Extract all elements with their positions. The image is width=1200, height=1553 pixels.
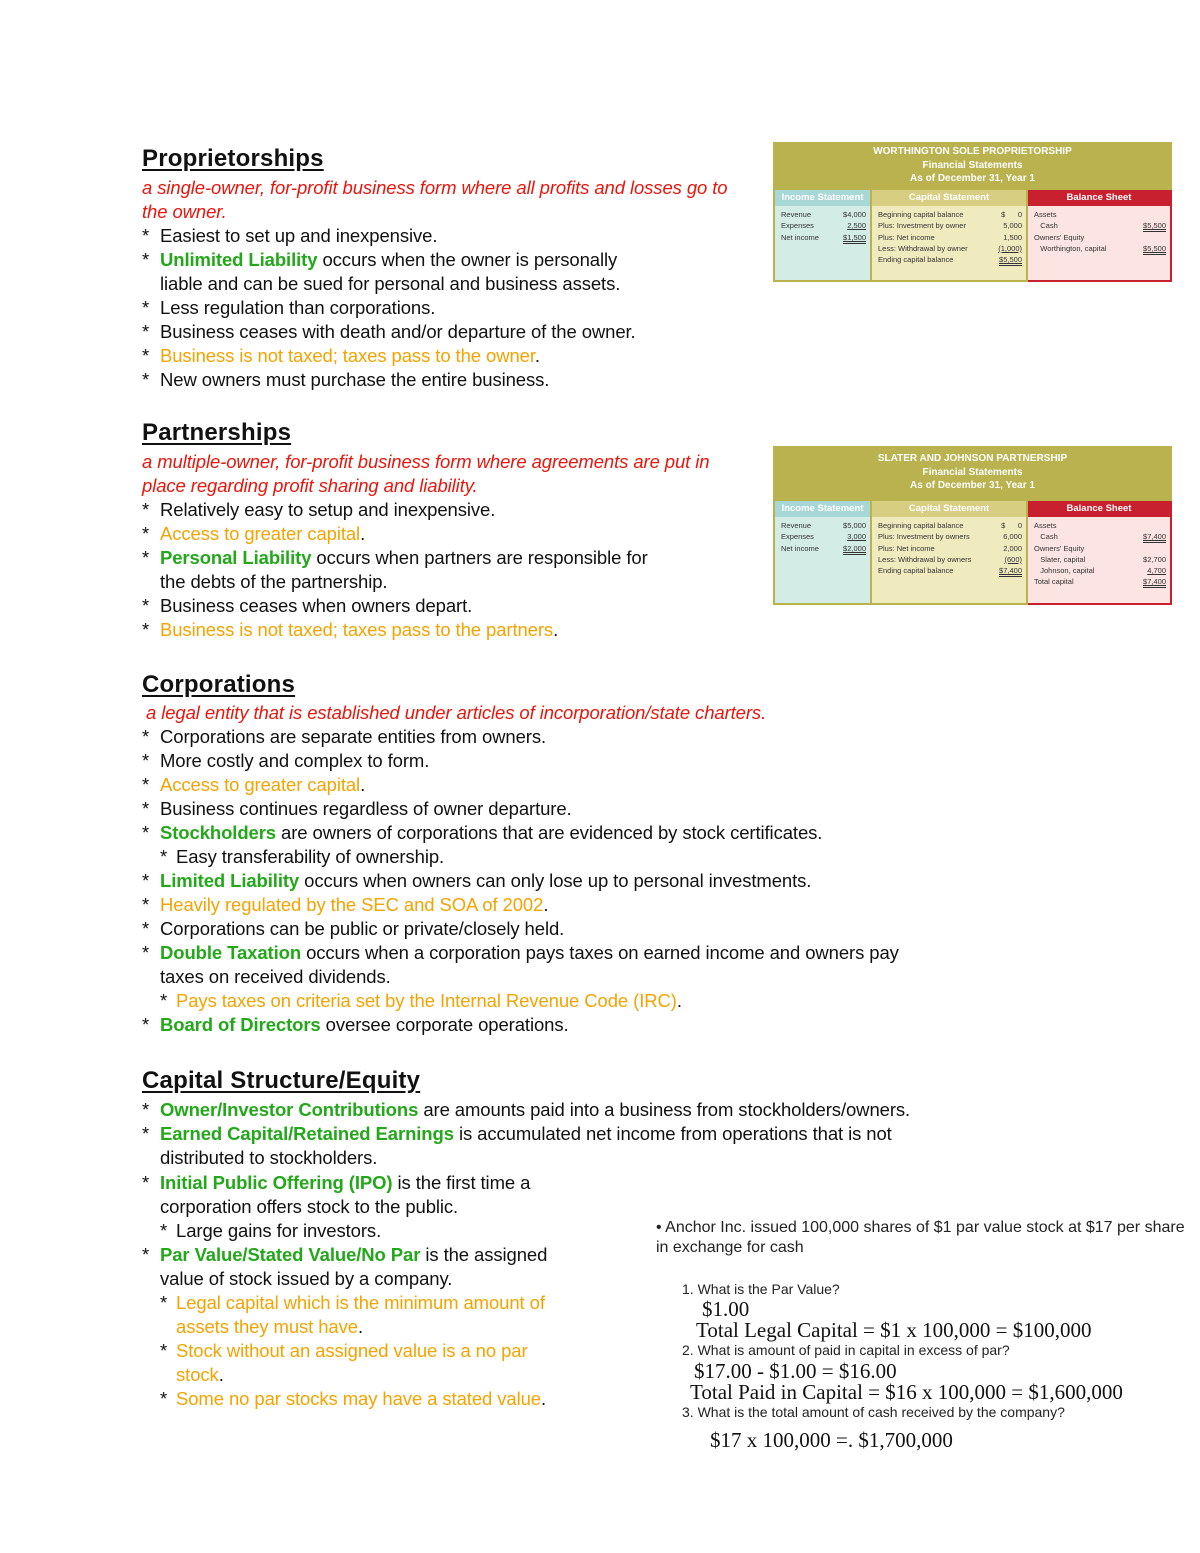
capital-statement: Capital Statement Beginning capital balance $ 0 Plus: Investment by owners 6,000 Plus: Net income 2,000 Less: Withdrawal by owners (600) Ending capital balance $7,400	[870, 501, 1028, 605]
row-label: Plus: Investment by owner	[878, 221, 966, 231]
bullet-continuation: liable and can be sued for personal and business assets.	[160, 273, 621, 294]
row-value: 2,000	[1003, 543, 1022, 553]
bullet-continuation: corporation offers stock to the public.	[160, 1196, 459, 1217]
row-label: Johnson, capital	[1034, 566, 1095, 576]
statement-row	[878, 565, 1022, 576]
row-value: 6,000	[1003, 532, 1022, 542]
partnerships-heading: Partnerships	[142, 419, 292, 446]
bullet: * Business ceases when owners depart.	[142, 594, 742, 618]
bullet-continuation: value of stock issued by a company.	[160, 1268, 453, 1289]
bullet: * New owners must purchase the entire business.	[142, 368, 742, 392]
worthington-financial-statements	[773, 142, 1172, 282]
statement-row	[1034, 209, 1166, 220]
row-label: Net income	[781, 543, 819, 553]
question-2: 2. What is amount of paid in capital in excess of par?	[682, 1342, 1010, 1358]
statement-row	[878, 554, 1022, 565]
row-value: 3,000	[847, 532, 866, 542]
statement-row	[781, 520, 866, 531]
bullet: * Business continues regardless of owner departure.	[142, 797, 1072, 821]
statement-row	[781, 232, 866, 243]
row-value: $5,000	[843, 521, 866, 530]
row-label: Revenue	[781, 210, 812, 219]
statement-row	[1034, 232, 1166, 243]
row-value: $5,500	[999, 255, 1022, 265]
capital-structure-section-bottom	[142, 1171, 632, 1411]
sub-bullet: * Legal capital which is the minimum amount of	[142, 1291, 632, 1315]
income-statement: Income Statement Revenue $4,000 Expenses 2,500 Net income $1,500	[773, 190, 870, 282]
term: Stockholders	[160, 822, 276, 843]
row-label: Cash	[1034, 532, 1058, 542]
statement-row	[878, 209, 1022, 220]
statement-row	[1034, 554, 1166, 565]
bullet: * Relatively easy to setup and inexpensive.	[142, 498, 742, 522]
bullet: * Personal Liability occurs when partners are responsible for	[142, 546, 742, 570]
row-value: (1,000)	[998, 243, 1022, 253]
bullet: * Corporations can be public or private/closely held.	[142, 917, 1072, 941]
statement-row	[878, 254, 1022, 265]
row-value: 2,500	[847, 221, 866, 231]
row-value: 1,500	[1003, 232, 1022, 242]
question-1: 1. What is the Par Value?	[682, 1281, 840, 1297]
statement-row	[781, 531, 866, 542]
bullet: * Owner/Investor Contributions are amounts paid into a business from stockholders/owners.	[142, 1098, 1072, 1122]
row-label: Slater, capital	[1034, 554, 1086, 564]
row-value: 5,000	[1003, 221, 1022, 231]
row-label: Beginning capital balance	[878, 210, 964, 219]
balance-sheet: Balance Sheet Assets Cash $5,500 Owners' Equity Worthington, capital $5,500	[1028, 190, 1172, 282]
statement-row	[878, 543, 1022, 554]
term: Owner/Investor Contributions	[160, 1099, 419, 1120]
row-label: Plus: Investment by owners	[878, 532, 970, 542]
row-label: Less: Withdrawal by owners	[878, 554, 972, 564]
statement-row	[878, 232, 1022, 243]
row-label: Plus: Net income	[878, 543, 935, 553]
anchor-question: • Anchor Inc. issued 100,000 shares of $1 par value stock at $17 per share in exchange for cash	[656, 1219, 1185, 1256]
statement-row	[878, 531, 1022, 542]
partnerships-definition: a multiple-owner, for-profit business form where agreements are put in place regarding profit sharing and liability.	[142, 451, 710, 496]
bullet: * Business ceases with death and/or departure of the owner.	[142, 320, 742, 344]
proprietorships-definition: a single-owner, for-profit business form where all profits and losses go to the owner.	[142, 177, 728, 222]
statement-header: WORTHINGTON SOLE PROPRIETORSHIP Financial Statements As of December 31, Year 1	[773, 142, 1172, 190]
proprietorships-section	[142, 176, 742, 392]
row-label: Net income	[781, 232, 819, 242]
row-value: $2,000	[843, 543, 866, 553]
capital-structure-section-top	[142, 1098, 1072, 1170]
row-label: Expenses	[781, 532, 814, 542]
sub-bullet: * Stock without an assigned value is a no par	[142, 1339, 632, 1363]
row-label: Total capital	[1034, 577, 1074, 587]
row-value: (600)	[1004, 554, 1022, 564]
term: Limited Liability	[160, 870, 300, 891]
statement-row	[878, 243, 1022, 254]
statement-row	[1034, 531, 1166, 542]
sub-bullet: * Pays taxes on criteria set by the Internal Revenue Code (IRC).	[142, 989, 1072, 1013]
row-label: Plus: Net income	[878, 232, 935, 242]
row-label: Assets	[1034, 521, 1057, 530]
row-label: Expenses	[781, 221, 814, 231]
term: Initial Public Offering (IPO)	[160, 1172, 393, 1193]
bullet: * Business is not taxed; taxes pass to the partners.	[142, 618, 742, 642]
statement-row	[1034, 543, 1166, 554]
row-value: $ 0	[1001, 210, 1022, 219]
bullet: * Easiest to set up and inexpensive.	[142, 224, 742, 248]
statement-row	[1034, 520, 1166, 531]
answer-1b: Total Legal Capital = $1 x 100,000 = $100,000	[696, 1318, 1092, 1342]
row-value: $7,400	[999, 566, 1022, 576]
bullet: * Initial Public Offering (IPO) is the first time a	[142, 1171, 632, 1195]
term: Double Taxation	[160, 942, 302, 963]
bullet: * Board of Directors oversee corporate operations.	[142, 1013, 1072, 1037]
row-label: Beginning capital balance	[878, 521, 964, 530]
row-label: Cash	[1034, 221, 1058, 231]
row-label: Worthington, capital	[1034, 243, 1107, 253]
row-label: Ending capital balance	[878, 566, 954, 576]
bullet: * Unlimited Liability occurs when the owner is personally	[142, 248, 742, 272]
statement-row	[1034, 576, 1166, 587]
bullet: * Limited Liability occurs when owners can only lose up to personal investments.	[142, 869, 1072, 893]
bullet-continuation: taxes on received dividends.	[160, 966, 391, 987]
bullet: * Double Taxation occurs when a corporation pays taxes on earned income and owners pay	[142, 941, 1072, 965]
row-value: 4,700	[1147, 566, 1166, 576]
bullet: * Heavily regulated by the SEC and SOA of 2002.	[142, 893, 1072, 917]
bullet: * More costly and complex to form.	[142, 749, 1072, 773]
row-label: Assets	[1034, 210, 1057, 219]
row-value: $1,500	[843, 232, 866, 242]
answer-2: $17.00 - $1.00 = $16.00	[694, 1359, 897, 1383]
row-value: $2,700	[1143, 554, 1166, 564]
bullet: * Access to greater capital.	[142, 773, 1072, 797]
row-value: $ 0	[1001, 521, 1022, 530]
term: Earned Capital/Retained Earnings	[160, 1123, 454, 1144]
row-label: Less: Withdrawal by owner	[878, 243, 968, 253]
term: Par Value/Stated Value/No Par	[160, 1244, 421, 1265]
statement-row	[878, 520, 1022, 531]
term: Board of Directors	[160, 1014, 321, 1035]
sub-bullet-continuation: stock.	[176, 1364, 224, 1385]
statement-row	[878, 220, 1022, 231]
balance-sheet: Balance Sheet Assets Cash $7,400 Owners' Equity Slater, capital $2,700 Johnson, capital 4,700 Total capital $7,400	[1028, 501, 1172, 605]
row-label: Revenue	[781, 521, 812, 530]
row-value: $5,500	[1143, 221, 1166, 231]
anchor-example	[656, 1218, 1196, 1452]
corporations-section	[142, 701, 1072, 1037]
corporations-heading: Corporations	[142, 671, 296, 698]
row-value: $7,400	[1143, 577, 1166, 587]
answer-2b: Total Paid in Capital = $16 x 100,000 = $1,600,000	[690, 1380, 1123, 1404]
statement-row	[1034, 243, 1166, 254]
bullet-continuation: the debts of the partnership.	[160, 571, 388, 592]
capital-structure-heading: Capital Structure/Equity	[142, 1067, 421, 1094]
statement-row	[781, 220, 866, 231]
bullet: * Earned Capital/Retained Earnings is accumulated net income from operations that is not	[142, 1122, 1072, 1146]
row-label: Ending capital balance	[878, 255, 954, 265]
term: Personal Liability	[160, 547, 312, 568]
bullet: * Corporations are separate entities from owners.	[142, 725, 1072, 749]
bullet: * Less regulation than corporations.	[142, 296, 742, 320]
row-label: Owners' Equity	[1034, 232, 1085, 242]
slater-johnson-financial-statements	[773, 446, 1172, 605]
statement-row	[1034, 565, 1166, 576]
income-statement: Income Statement Revenue $5,000 Expenses 3,000 Net income $2,000	[773, 501, 870, 605]
bullet: * Business is not taxed; taxes pass to the owner.	[142, 344, 742, 368]
statement-header: SLATER AND JOHNSON PARTNERSHIP Financial Statements As of December 31, Year 1	[773, 446, 1172, 501]
statement-row	[1034, 220, 1166, 231]
capital-statement: Capital Statement Beginning capital balance $ 0 Plus: Investment by owner 5,000 Plus: Net income 1,500 Less: Withdrawal by owner (1,000) Ending capital balance $5,500	[870, 190, 1028, 282]
row-value: $7,400	[1143, 532, 1166, 542]
bullet-continuation: distributed to stockholders.	[160, 1147, 378, 1168]
statement-row	[781, 209, 866, 220]
question-3: 3. What is the total amount of cash received by the company?	[682, 1404, 1065, 1420]
term: Unlimited Liability	[160, 249, 318, 270]
sub-bullet: * Large gains for investors.	[142, 1219, 632, 1243]
bullet: * Stockholders are owners of corporations that are evidenced by stock certificates.	[142, 821, 1072, 845]
statement-row	[781, 543, 866, 554]
answer-3: $17 x 100,000 =. $1,700,000	[710, 1428, 953, 1452]
partnerships-section	[142, 450, 742, 642]
sub-bullet: * Some no par stocks may have a stated value.	[142, 1387, 632, 1411]
row-value: $5,500	[1143, 243, 1166, 253]
bullet: * Par Value/Stated Value/No Par is the assigned	[142, 1243, 632, 1267]
row-value: $4,000	[843, 210, 866, 219]
bullet: * Access to greater capital.	[142, 522, 742, 546]
proprietorships-heading: Proprietorships	[142, 145, 324, 172]
answer-1: $1.00	[702, 1297, 750, 1321]
sub-bullet-continuation: assets they must have.	[176, 1316, 364, 1337]
row-label: Owners' Equity	[1034, 543, 1085, 553]
sub-bullet: * Easy transferability of ownership.	[142, 845, 1072, 869]
corporations-definition: a legal entity that is established under articles of incorporation/state charters.	[146, 702, 767, 723]
